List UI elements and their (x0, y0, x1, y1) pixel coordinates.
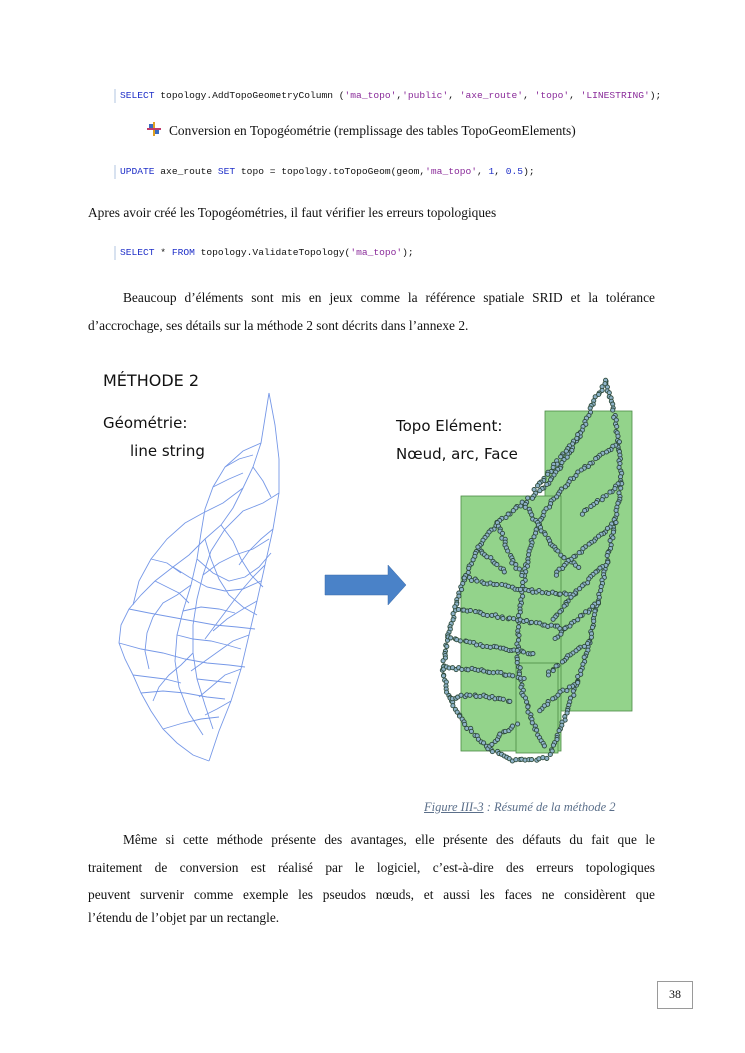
topo-node (507, 616, 511, 620)
topo-node (469, 729, 473, 733)
topo-node (515, 661, 519, 665)
topo-node (546, 472, 550, 476)
topo-node (545, 756, 549, 760)
topo-node (495, 583, 499, 587)
paragraph-2-line-3: peuvent survenir comme exemple les pseudos nœuds, et aussi les faces ne considèrent que (88, 887, 655, 902)
paragraph-2-line-1: Même si cette méthode présente des avantages, elle présente des défauts du fait que le (123, 832, 655, 847)
topo-node (445, 644, 449, 648)
topo-node (449, 636, 453, 640)
topo-node (476, 545, 480, 549)
paragraph-1-line-2: d’accrochage, ses détails sur la méthode 2 sont décrits dans l’annexe 2. (88, 318, 469, 333)
topo-node (551, 669, 555, 673)
topo-node (554, 573, 558, 577)
topo-node (527, 553, 531, 557)
topo-node (441, 659, 445, 663)
topo-node (468, 693, 472, 697)
topo-node (511, 509, 515, 513)
topo-node (501, 616, 505, 620)
topo-node (508, 699, 512, 703)
topo-node (562, 556, 566, 560)
topo-node (504, 515, 508, 519)
topo-node (616, 434, 620, 438)
topo-node (571, 689, 575, 693)
topo-node (515, 648, 519, 652)
topo-node (582, 644, 586, 648)
topo-node (442, 674, 446, 678)
topo-node (540, 591, 544, 595)
topo-node (589, 504, 593, 508)
topo-node (471, 558, 475, 562)
topo-node (523, 696, 527, 700)
topo-node (546, 673, 550, 677)
topo-node (521, 650, 525, 654)
code-line-add-topogeometry-column: SELECT topology.AddTopoGeometryColumn ('ma_topo','public', 'axe_route', 'topo', 'LINESTRING'); (120, 90, 662, 101)
topo-node (548, 752, 552, 756)
topo-node (536, 484, 540, 488)
geometry-type-label: line string (130, 442, 205, 460)
topo-node (549, 623, 553, 627)
topo-node (531, 652, 535, 656)
page-number: 38 (657, 981, 693, 1009)
topo-node (517, 625, 521, 629)
topo-node (577, 565, 581, 569)
topo-node (510, 724, 514, 728)
topo-node (522, 676, 526, 680)
paragraph-2-line-2: traitement de conversion est réalisé par le logiciel, c’est-à-dire des erreurs topologiques (88, 860, 655, 875)
topo-node (560, 461, 564, 465)
topo-node (516, 722, 520, 726)
topo-node (514, 758, 518, 762)
topo-node (490, 750, 494, 754)
topo-node (456, 607, 460, 611)
code-line-validate-topology: SELECT * FROM topology.ValidateTopology('ma_topo'); (120, 247, 414, 258)
topo-node (458, 639, 462, 643)
figure-graphics (93, 363, 653, 783)
topo-node (551, 617, 555, 621)
topo-element-label: Topo Elément: (396, 417, 503, 435)
topo-node (563, 626, 567, 630)
topo-node (502, 570, 506, 574)
topo-node (462, 576, 466, 580)
topo-node (459, 693, 463, 697)
topo-node (578, 614, 582, 618)
topo-node (551, 743, 555, 747)
paragraph-1-line-1: Beaucoup d’éléments sont mis en jeux comme la référence spatiale SRID et la tolérance (123, 290, 655, 305)
topo-node (541, 756, 545, 760)
figure-caption-link[interactable]: Figure III-3 (424, 800, 484, 814)
topo-node (518, 587, 522, 591)
topo-node (467, 566, 471, 570)
topo-node (535, 728, 539, 732)
topo-node (481, 644, 485, 648)
topo-node (594, 457, 598, 461)
topo-node (517, 633, 521, 637)
topo-node (582, 655, 586, 659)
topo-node (516, 614, 520, 618)
topo-node (581, 662, 585, 666)
topo-node (542, 744, 546, 748)
topo-node (562, 604, 566, 608)
topo-node (553, 636, 557, 640)
figure-methode-2 (93, 363, 653, 783)
topo-node (605, 554, 609, 558)
linestring-map (119, 393, 279, 761)
topo-node (556, 549, 560, 553)
topo-node (560, 660, 564, 664)
topo-node (532, 535, 536, 539)
topo-node (526, 496, 530, 500)
topo-node (468, 608, 472, 612)
topo-node (511, 674, 515, 678)
topo-node (611, 408, 615, 412)
topo-node (485, 613, 489, 617)
conversion-arrow (325, 565, 406, 605)
code-line-update-to-topogeom: UPDATE axe_route SET topo = topology.toTopoGeom(geom,'ma_topo', 1, 0.5); (120, 166, 535, 177)
topo-node (520, 573, 524, 577)
topo-element-types-label: Nœud, arc, Face (396, 445, 518, 463)
bullet-icon (146, 121, 162, 137)
topo-node (521, 580, 525, 584)
topo-node (608, 490, 612, 494)
topo-node (481, 613, 485, 617)
topo-node (591, 604, 595, 608)
topo-node (614, 418, 618, 422)
geometry-label: Géométrie: (103, 414, 188, 432)
topo-node (538, 709, 542, 713)
topo-node (496, 615, 500, 619)
topo-node (557, 729, 561, 733)
topo-node (600, 498, 604, 502)
topo-node (532, 487, 536, 491)
figure-title: MÉTHODE 2 (103, 371, 200, 390)
topo-node (580, 512, 584, 516)
code-line-marker (114, 165, 116, 179)
topo-node (495, 563, 499, 567)
topo-node (559, 455, 563, 459)
topo-node (517, 567, 521, 571)
topo-node (608, 539, 612, 543)
topo-node (460, 667, 464, 671)
topo-node (584, 610, 588, 614)
topo-node (576, 674, 580, 678)
topo-node (530, 513, 534, 517)
topo-node (482, 669, 486, 673)
topo-node (614, 520, 618, 524)
topo-node (614, 508, 618, 512)
bullet-text: Conversion en Topogéométrie (remplissage des tables TopoGeomElements) (169, 123, 576, 138)
topo-node (616, 501, 620, 505)
topo-node (475, 579, 479, 583)
topo-node (518, 666, 522, 670)
topo-node (523, 505, 527, 509)
topo-node (500, 531, 504, 535)
topo-node (551, 465, 555, 469)
topo-node (530, 496, 534, 500)
topo-node (577, 551, 581, 555)
topo-node (543, 532, 547, 536)
topo-node (592, 619, 596, 623)
topo-node (498, 732, 502, 736)
topo-node (587, 542, 591, 546)
topo-node (506, 549, 510, 553)
topo-node (526, 705, 530, 709)
topo-node (615, 424, 619, 428)
topo-node (551, 697, 555, 701)
topo-node (491, 671, 495, 675)
topo-node (501, 697, 505, 701)
topo-node (530, 758, 534, 762)
topo-node (538, 489, 542, 493)
body-line-verify-errors: Apres avoir créé les Topogéométries, il faut vérifier les erreurs topologiques (88, 205, 497, 220)
topo-node (512, 617, 516, 621)
code-line-marker (114, 246, 116, 260)
topo-node (558, 592, 562, 596)
topo-node (506, 584, 510, 588)
topo-node (588, 406, 592, 410)
topo-node (569, 595, 573, 599)
figure-caption: Figure III-3 : Résumé de la méthode 2 (424, 800, 616, 814)
topo-node (563, 485, 567, 489)
topo-node (617, 440, 621, 444)
topo-node (590, 625, 594, 629)
topo-node (554, 664, 558, 668)
topo-node (463, 722, 467, 726)
topo-node (619, 486, 623, 490)
paragraph-2-line-4: l’étendu de l’objet par un rectangle. (88, 910, 280, 925)
topo-node (485, 555, 489, 559)
topo-node (565, 689, 569, 693)
topo-node (529, 620, 533, 624)
code-line-marker (114, 89, 116, 103)
